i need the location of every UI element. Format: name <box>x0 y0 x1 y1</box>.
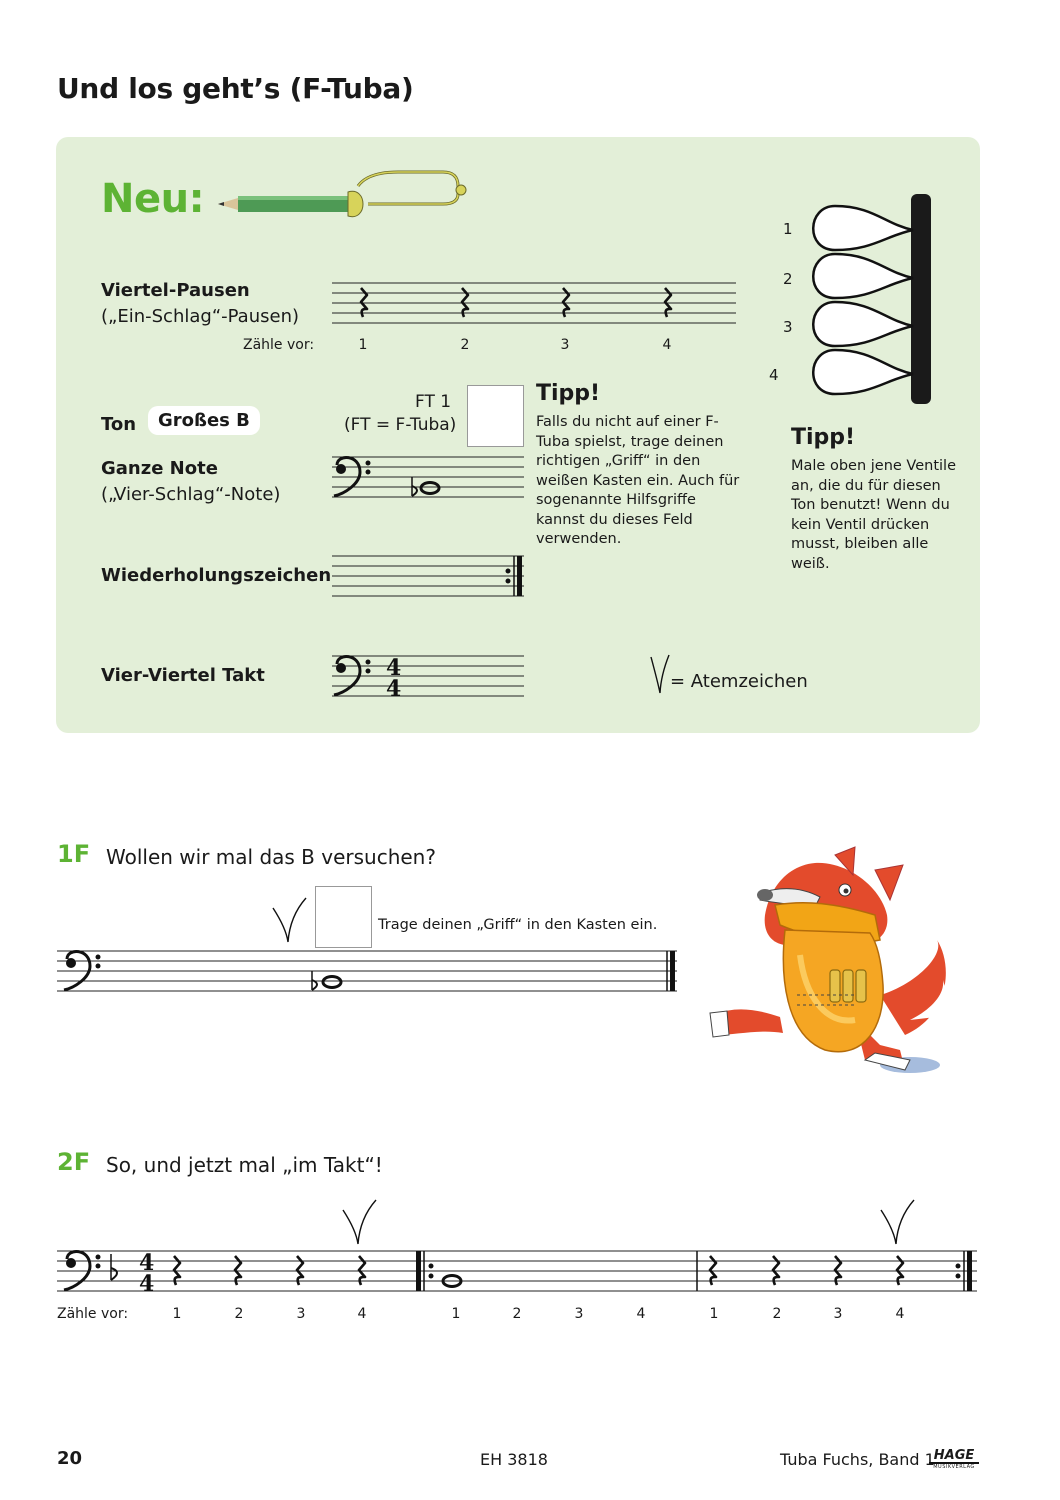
count-number: 4 <box>662 337 672 353</box>
breath-mark-icon <box>272 898 308 944</box>
count-number: 3 <box>296 1306 306 1322</box>
valve-number: 3 <box>783 318 793 336</box>
exercise1-staff <box>57 950 677 992</box>
tipp-heading: Tipp! <box>536 381 601 406</box>
exercise-number: 1F <box>57 840 91 868</box>
valve-number: 1 <box>783 220 793 238</box>
tipp-text: Male oben jene Ventile an, die du für diesen Ton benutzt! Wenn du kein Ventil drücken musst, bleiben alle weiß. <box>791 458 956 572</box>
exercise-title: So, und jetzt mal „im Takt“! <box>106 1153 383 1177</box>
quarter-rest-label: Viertel-Pausen <box>101 280 250 301</box>
count-number: 2 <box>460 337 470 353</box>
svg-text:4: 4 <box>386 676 402 702</box>
ft-note: (FT = F-Tuba) <box>344 415 457 435</box>
count-number: 1 <box>709 1306 719 1322</box>
svg-text:4: 4 <box>386 655 402 681</box>
whole-note-staff <box>332 456 524 498</box>
tone-label: Ton <box>101 414 137 435</box>
repeat-label: Wiederholungszeichen <box>101 565 332 586</box>
exercise2-staff <box>57 1250 977 1297</box>
fingering-box[interactable] <box>467 385 524 447</box>
fingering-box[interactable] <box>315 886 372 948</box>
time-signature-staff <box>332 655 524 702</box>
quarter-rest-staff <box>332 282 736 324</box>
tipp-heading: Tipp! <box>791 425 856 450</box>
count-number: 3 <box>833 1306 843 1322</box>
breath-mark-icon <box>880 1200 916 1246</box>
count-number: 1 <box>358 337 368 353</box>
breath-mark-icon <box>342 1200 378 1246</box>
pencil-tuba-illustration <box>218 164 468 234</box>
count-label: Zähle vor: <box>243 337 315 353</box>
edition-code: EH 3818 <box>480 1450 548 1469</box>
fox-with-tuba-illustration <box>705 845 960 1090</box>
breath-label: = Atemzeichen <box>670 671 808 692</box>
book-title: Tuba Fuchs, Band 1 <box>780 1450 935 1469</box>
count-number: 4 <box>357 1306 367 1322</box>
quarter-rest-sub: („Ein-Schlag“-Pausen) <box>101 306 299 327</box>
exercise-title: Wollen wir mal das B versuchen? <box>106 845 436 869</box>
breath-mark-icon <box>650 655 670 695</box>
time-label: Vier-Viertel Takt <box>101 665 265 686</box>
page-number: 20 <box>57 1448 83 1469</box>
ft-label: FT 1 <box>415 392 452 412</box>
valve-1 <box>813 206 913 250</box>
svg-text:4: 4 <box>139 1271 155 1297</box>
count-number: 2 <box>234 1306 244 1322</box>
count-label: Zähle vor: <box>57 1306 129 1322</box>
valve-2 <box>813 254 913 298</box>
count-number: 3 <box>574 1306 584 1322</box>
valve-number: 4 <box>769 366 779 384</box>
count-number: 2 <box>512 1306 522 1322</box>
count-number: 4 <box>636 1306 646 1322</box>
page-title: Und los geht’s (F-Tuba) <box>57 72 414 105</box>
whole-note-label: Ganze Note <box>101 458 218 479</box>
publisher-logo: HAGE MUSIKVERLAG <box>929 1449 979 1471</box>
valve-number: 2 <box>783 270 793 288</box>
valves-diagram <box>785 192 935 404</box>
count-number: 3 <box>560 337 570 353</box>
tipp-text: Falls du nicht auf einer F-Tuba spielst, trage deinen richtigen „Griff“ in den weißen Kasten ein. Auch für sogenannte Hilfsgriffe kannst du dieses Feld verwenden. <box>536 414 740 547</box>
valve-4 <box>813 350 913 394</box>
repeat-staff <box>332 555 524 597</box>
exercise-number: 2F <box>57 1148 91 1176</box>
count-number: 1 <box>451 1306 461 1322</box>
whole-note-sub: („Vier-Schlag“-Note) <box>101 484 281 505</box>
svg-text:4: 4 <box>139 1250 155 1276</box>
neu-heading: Neu: <box>101 176 205 222</box>
tone-value: Großes B <box>148 406 260 435</box>
count-number: 4 <box>895 1306 905 1322</box>
count-number: 1 <box>172 1306 182 1322</box>
valve-3 <box>813 302 913 346</box>
fingering-instruction: Trage deinen „Griff“ in den Kasten ein. <box>378 917 658 933</box>
count-number: 2 <box>772 1306 782 1322</box>
